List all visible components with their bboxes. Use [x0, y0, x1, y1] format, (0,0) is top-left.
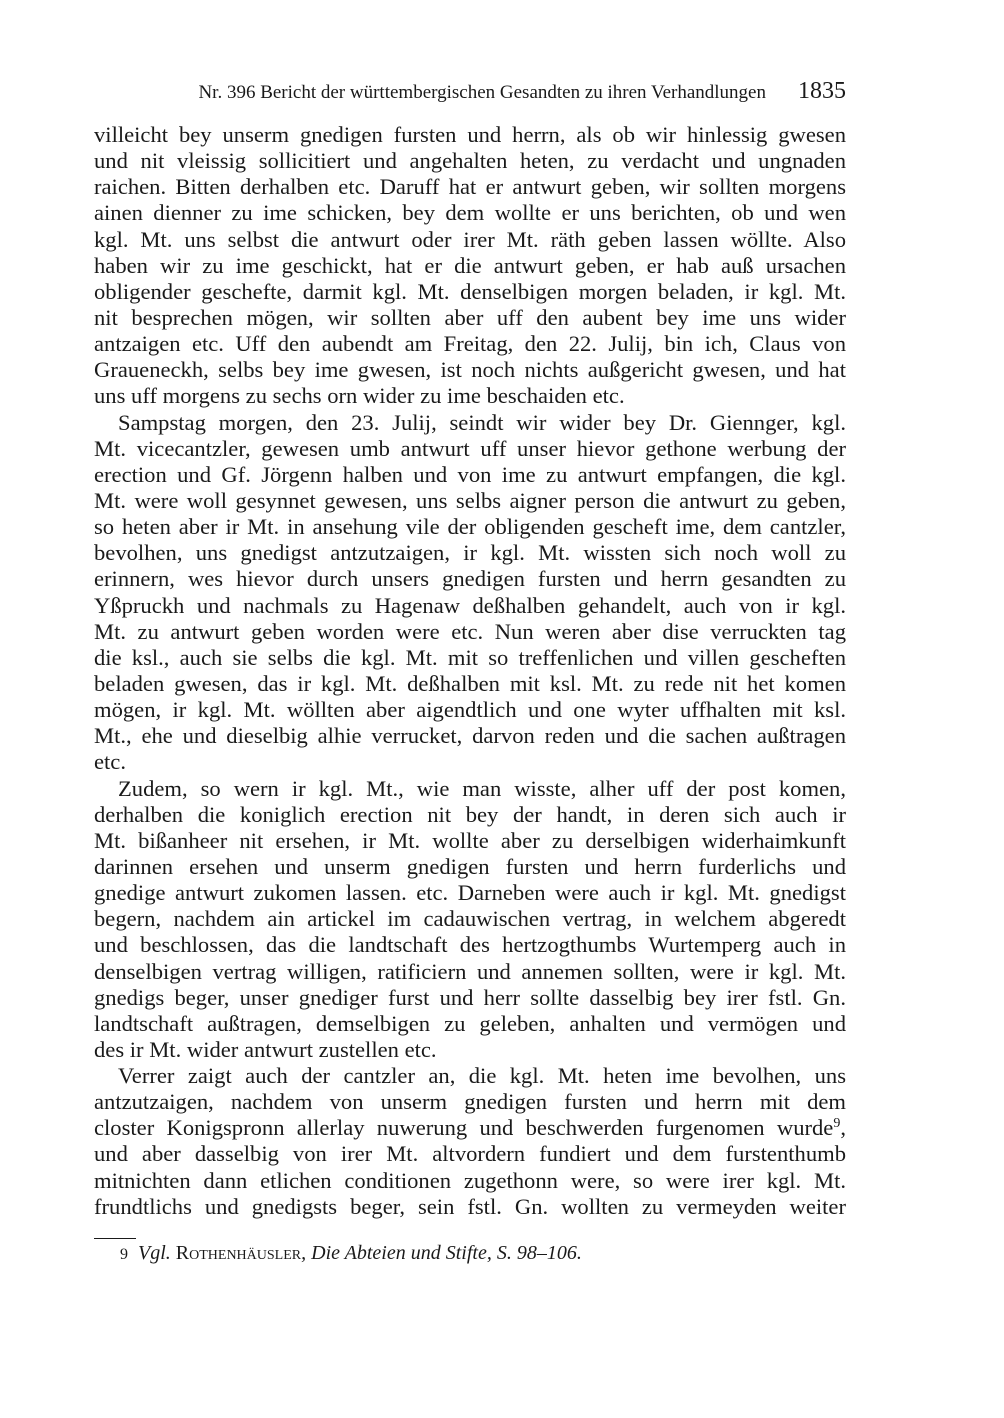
text-line: etc.	[94, 749, 126, 775]
footnote-title: , Die Abteien und Stifte, S. 98–106.	[301, 1242, 582, 1264]
text-line: derhalben die koniglich erection nit bey der handt, in deren sich auch ir	[94, 801, 846, 827]
text-line: gnedige antwurt zukomen lassen. etc. Darneben were auch ir kgl. Mt. gnedigst	[94, 880, 846, 906]
running-header	[94, 78, 846, 108]
text-line: obligender geschefte, darmit kgl. Mt. denselbigen morgen beladen, ir kgl. Mt.	[94, 278, 846, 304]
page-number: 1835	[798, 78, 846, 104]
text-line: erection und Gf. Jörgenn halben und von ime zu antwurt empfangen, die kgl.	[94, 461, 846, 487]
footnote	[120, 1242, 582, 1265]
text-line: Mt. vicecantzler, gewesen umb antwurt uff unser hievor gethone werbung der	[94, 435, 846, 461]
text-line: haben wir zu ime geschickt, hat er die antwurt geben, er hab auß ursachen	[94, 252, 846, 278]
text-line: frundtlichs und gnedigsts beger, sein fstl. Gn. wollten zu vermeyden weiter	[94, 1193, 846, 1219]
text-line: die ksl., auch sie selbs die kgl. Mt. mit so treffenlichen und villen gescheften	[94, 644, 846, 670]
text-line: antzutzaigen, nachdem von unserm gnedigen fursten und herrn mit dem	[94, 1089, 846, 1115]
text-line: gnedigs beger, unser gnediger furst und herr sollte dasselbig bey irer fstl. Gn.	[94, 984, 846, 1010]
footnote-prefix: Vgl.	[138, 1242, 171, 1264]
text-line: des ir Mt. wider antwurt zustellen etc.	[94, 1036, 437, 1062]
text-line: Mt. bißanheer nit ersehen, ir Mt. wollte aber zu derselbigen widerhaimkunft	[94, 827, 846, 853]
text-line: kgl. Mt. uns selbst die antwurt oder irer Mt. räth geben lassen wöllte. Also	[94, 226, 846, 252]
text-line: mitnichten dann etlichen conditionen zugethonn were, so were irer kgl. Mt.	[94, 1167, 846, 1193]
running-title: Nr. 396 Bericht der württembergischen Gesandten zu ihren Verhandlungen	[198, 82, 766, 103]
text-line: und beschlossen, das die landtschaft des hertzogthumbs Wurtemperg auch in	[94, 932, 846, 958]
text-line: und nit vleissig sollicitiert und angehalten heten, zu verdacht und ungnaden	[94, 148, 846, 174]
text-line: und aber dasselbig von irer Mt. altvordern fundiert und dem furstenthumb	[94, 1141, 846, 1167]
text-line: mögen, ir kgl. Mt. wöllten aber aigendtlich und one wyter uffhalten mit ksl.	[94, 697, 846, 723]
text-line: nit besprechen mögen, wir sollten aber uff den aubent bey ime uns wider	[94, 304, 846, 330]
main-text	[94, 122, 846, 1220]
text-line-with-footnote	[94, 1115, 846, 1141]
text-line-suffix: ,	[840, 1115, 846, 1141]
text-line: Mt., ehe und dieselbig alhie verrucket, darvon reden und die sachen außtragen	[94, 723, 846, 749]
text-line: beladen gwesen, das ir kgl. Mt. deßhalben mit ksl. Mt. zu rede nit het komen	[94, 670, 846, 696]
text-line: darinnen ersehen und unserm gnedigen fursten und herrn furderlichs und	[94, 853, 846, 879]
text-line: Mt. were woll gesynnet gewesen, uns selbs aigner person die antwurt zu geben,	[94, 487, 846, 513]
text-line: Graueneckh, selbs bey ime gwesen, ist noch nichts außgericht gwesen, und hat	[94, 357, 846, 383]
text-line: Sampstag morgen, den 23. Julij, seindt wir wider bey Dr. Giennger, kgl.	[118, 409, 846, 435]
footnote-author: Rothenhäusler	[175, 1242, 302, 1264]
footnote-divider	[94, 1238, 136, 1239]
footnote-reference[interactable]: 9	[833, 1116, 841, 1132]
text-line: antzaigen etc. Uff den aubendt am Freitag, den 22. Julij, bin ich, Claus von	[94, 331, 846, 357]
text-line: Mt. zu antwurt geben worden were etc. Nun weren aber dise verruckten tag	[94, 618, 846, 644]
text-line: landtschaft außtragen, demselbigen zu geleben, anhalten und vermögen und	[94, 1010, 846, 1036]
footnote-number: 9	[120, 1246, 128, 1263]
text-line: bevolhen, uns gnedigst antzutzaigen, ir kgl. Mt. wissten sich noch woll zu	[94, 540, 846, 566]
text-line: begern, nachdem ain artickel im cadauwischen vertrag, in welchem abgeredt	[94, 906, 846, 932]
text-line: denselbigen vertrag willigen, ratificiern und annemen sollten, were ir kgl. Mt.	[94, 958, 846, 984]
text-line: Yßpruckh und nachmals zu Hagenaw deßhalben gehandelt, auch von ir kgl.	[94, 592, 846, 618]
text-line: erinnern, wes hievor durch unsers gnedigen fursten und herrn gesandten zu	[94, 566, 846, 592]
text-line: so heten aber ir Mt. in ansehung vile der obligenden gescheft ime, dem cantzler,	[94, 514, 846, 540]
text-line: Zudem, so wern ir kgl. Mt., wie man wisste, alher uff der post komen,	[118, 775, 846, 801]
text-line: Verrer zaigt auch der cantzler an, die kgl. Mt. heten ime bevolhen, uns	[118, 1063, 846, 1089]
text-line: uns uff morgens zu sechs orn wider zu ime beschaiden etc.	[94, 383, 625, 409]
text-line: ainen dienner zu ime schicken, bey dem wollte er uns berichten, ob und wen	[94, 200, 846, 226]
text-line-content: closter Konigspronn allerlay nuwerung und beschwerden furgenomen wurde	[94, 1115, 834, 1141]
text-line: raichen. Bitten derhalben etc. Daruff hat er antwurt geben, wir sollten morgens	[94, 174, 846, 200]
text-line: villeicht bey unserm gnedigen fursten und herrn, als ob wir hinlessig gwesen	[94, 122, 846, 147]
